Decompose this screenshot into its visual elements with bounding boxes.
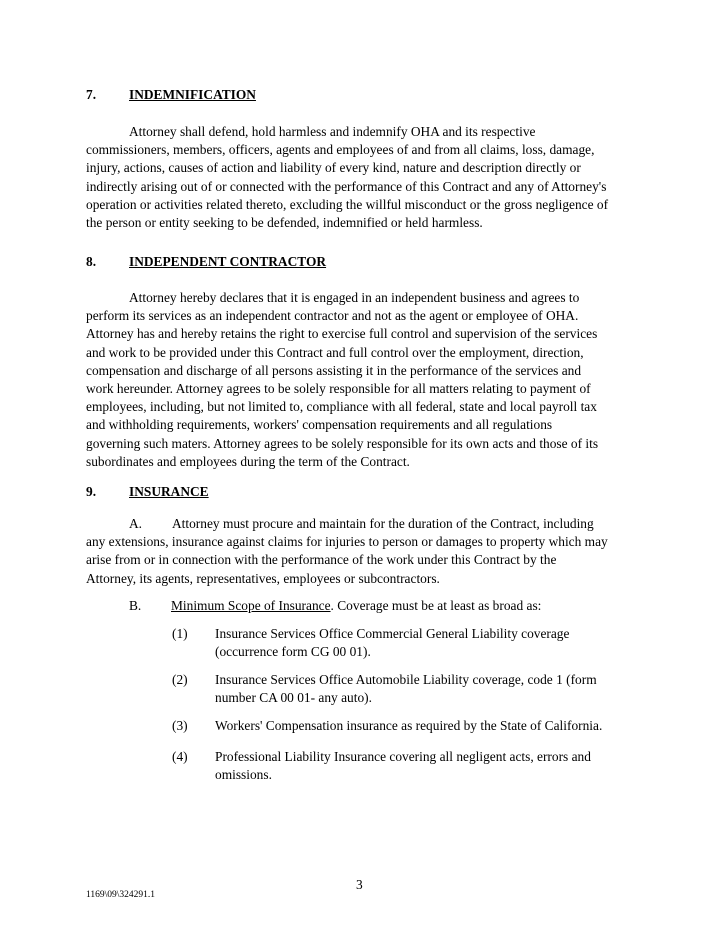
section-number: 7. [86,87,97,102]
section-number: 8. [86,254,97,269]
paragraph-line: injury, actions, causes of action and liability of every kind, nature and description directly or [86,160,581,176]
subsection-label: B. [129,598,142,613]
paragraph-line: subordinates and employees during the term of the Contract. [86,453,410,469]
item-text [215,671,635,707]
section-title: INDEPENDENT CONTRACTOR [129,254,327,269]
paragraph-line: work hereunder. Attorney agrees to be solely responsible for all matters relating to payment of [86,381,591,397]
item-line: omissions. [215,767,272,783]
paragraph-line: any extensions, insurance against claims for injuries to person or damages to property which may [86,534,608,550]
paragraph-line: governing such maters. Attorney agrees to be solely responsible for its own acts and those of its [86,435,599,451]
section-title: INSURANCE [129,484,209,499]
section-8-paragraph [86,289,646,471]
section-number: 9. [86,484,97,499]
paragraph-line: and work to be provided under this Contract and full control over the employment, direction, [86,344,584,360]
paragraph-line: compensation and discharge of all persons assisting it in the performance of the services and [86,362,582,378]
item-line: number CA 00 01- any auto). [215,690,372,706]
paragraph-line: perform its services as an independent contractor and not as the agent or employee of OHA. [86,308,579,324]
paragraph-line: Attorney shall defend, hold harmless and indemnify OHA and its respective [129,124,536,139]
paragraph-line: operation or activities related thereto, excluding the willful misconduct or the gross negligence of [86,196,609,212]
item-line: Insurance Services Office Commercial General Liability coverage [215,626,570,641]
item-label: (1) [172,626,188,641]
item-label: (3) [172,718,188,733]
paragraph-line: the person or entity seeking to be defended, indemnified or held harmless. [86,215,483,231]
item-line: Professional Liability Insurance covering all negligent acts, errors and [215,749,591,764]
item-text [215,717,635,735]
paragraph-line: Attorney, its agents, representatives, employees or subcontractors. [86,570,440,586]
item-line: Workers' Compensation insurance as required by the State of California. [215,718,603,733]
section-9-heading [86,483,209,501]
paragraph-line: employees, including, but not limited to, compliance with all federal, state and local payroll tax [86,399,597,415]
subsection-b [129,597,649,615]
subsection-a-first-line [86,515,646,533]
paragraph-line: arise from or in connection with the performance of the work under this Contract by the [86,552,557,568]
paragraph-line: Attorney hereby declares that it is engaged in an independent business and agrees to [129,290,580,305]
subsection-label: A. [129,516,143,531]
paragraph-line: and withholding requirements, workers' compensation requirements and all regulations [86,417,553,433]
page-number: 3 [356,877,363,892]
paragraph-line: indirectly arising out of or connected with the performance of this Contract and any of Attorney's [86,178,607,194]
section-8-heading [86,253,326,271]
section-title: INDEMNIFICATION [129,87,256,102]
subsection-text: . Coverage must be at least as broad as: [330,598,542,613]
subsection-a [86,515,646,588]
item-line: (occurrence form CG 00 01). [215,644,371,660]
item-text [215,625,635,661]
item-label: (4) [172,749,188,764]
subsection-heading: Minimum Scope of Insurance [171,598,331,613]
section-7-heading [86,86,256,104]
item-line: Insurance Services Office Automobile Liability coverage, code 1 (form [215,672,597,687]
section-7-paragraph [86,123,646,232]
paragraph-line: Attorney must procure and maintain for the duration of the Contract, including [172,516,594,531]
paragraph-line: Attorney has and hereby retains the right to exercise full control and supervision of the services [86,326,598,342]
item-text [215,748,635,784]
item-label: (2) [172,672,188,687]
paragraph-line: commissioners, members, officers, agents and employees of and from all claims, loss, damage, [86,142,595,158]
document-footer-code: 1169\09\324291.1 [86,890,156,900]
